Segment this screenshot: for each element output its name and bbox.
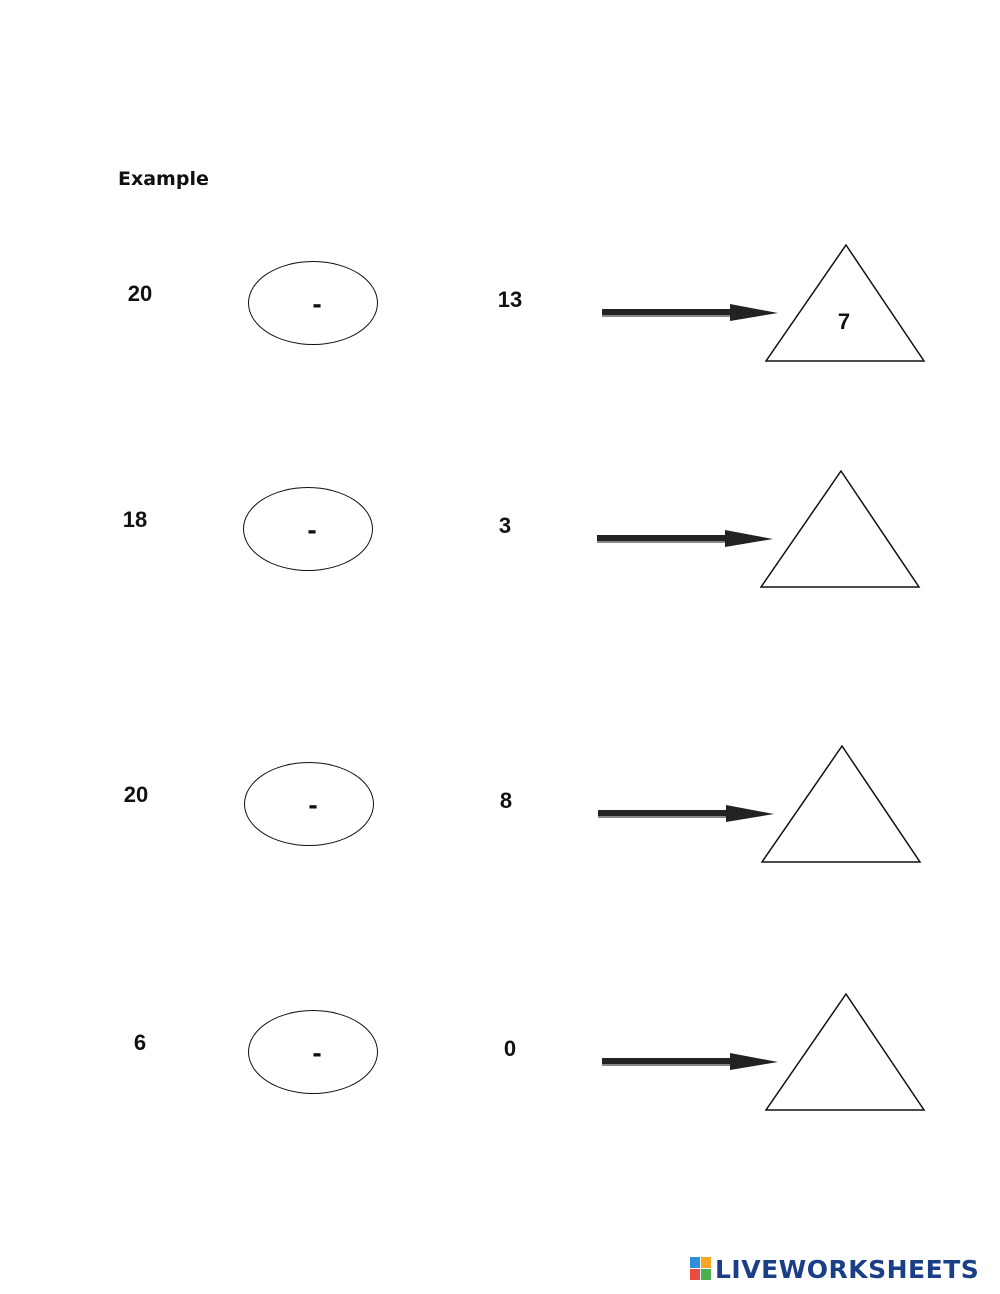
answer-triangle (760, 470, 922, 588)
liveworksheets-logo (690, 1254, 979, 1284)
subtrahend: 3 (498, 513, 512, 538)
subtrahend: 13 (497, 287, 523, 312)
example-label: Example (118, 168, 209, 190)
minuend: 20 (127, 281, 153, 306)
subtrahend: 8 (499, 788, 513, 813)
minuend: 20 (123, 782, 149, 807)
arrow-right-icon (602, 1052, 782, 1072)
equation-row (0, 466, 1000, 606)
equation-row-example (0, 240, 1000, 380)
minuend: 6 (133, 1030, 147, 1055)
arrow-right-icon (602, 303, 782, 323)
answer-input[interactable] (818, 534, 868, 564)
operator-sign: - (308, 789, 318, 820)
answer-triangle (761, 745, 923, 863)
logo-text: LIVEWORKSHEETS (715, 1254, 980, 1284)
answer-value: 7 (837, 309, 851, 334)
equation-row (0, 989, 1000, 1129)
operator-sign: - (312, 1037, 322, 1068)
operator-sign: - (307, 514, 317, 545)
answer-input[interactable] (819, 809, 869, 839)
arrow-right-icon (598, 804, 778, 824)
operator-sign: - (312, 288, 322, 319)
answer-triangle (765, 993, 927, 1111)
answer-triangle (765, 244, 927, 362)
subtrahend: 0 (503, 1036, 517, 1061)
answer-input[interactable] (823, 1057, 873, 1087)
minuend: 18 (122, 507, 148, 532)
equation-row (0, 741, 1000, 881)
arrow-right-icon (597, 529, 777, 549)
liveworksheets-logo-icon (690, 1257, 712, 1281)
